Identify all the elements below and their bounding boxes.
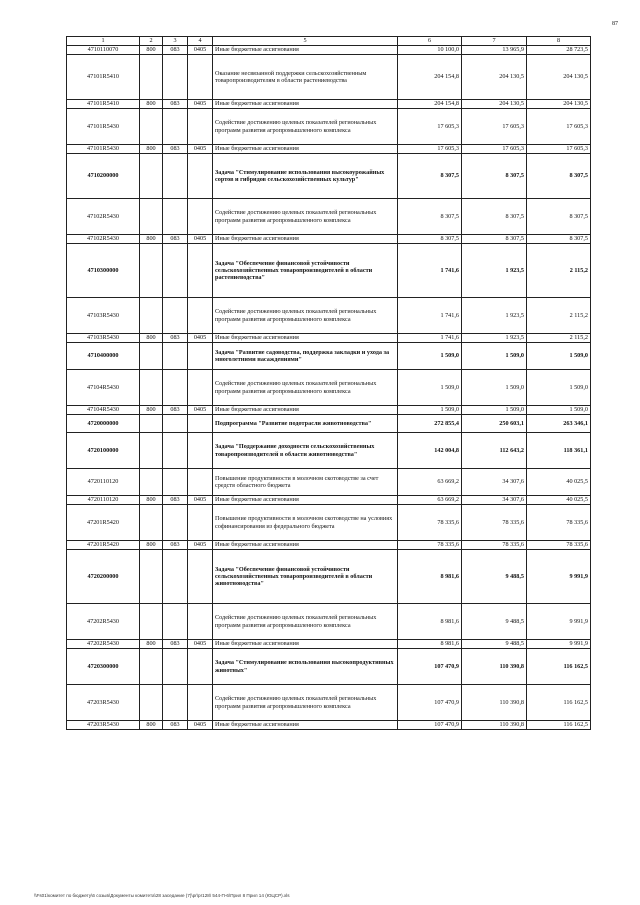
budget-code-cell: 47101R5410 [67, 100, 140, 109]
department-cell [163, 109, 188, 145]
amount-year1-cell: 63 669,2 [398, 496, 462, 505]
section-cell: 0405 [188, 235, 213, 244]
amount-year1-cell: 107 470,9 [398, 721, 462, 730]
amount-year2-cell: 1 923,5 [462, 244, 527, 298]
description-cell: Иные бюджетные ассигнования [213, 496, 398, 505]
table-row [67, 370, 591, 406]
budget-code-cell: 4720110120 [67, 469, 140, 496]
department-cell [163, 604, 188, 640]
department-cell [163, 685, 188, 721]
expense-type-cell [140, 433, 163, 469]
budget-code-cell: 47104R5430 [67, 406, 140, 415]
amount-year2-cell: 112 643,2 [462, 433, 527, 469]
department-cell: 083 [163, 541, 188, 550]
table-row [67, 100, 591, 109]
header-cell: 8 [527, 37, 591, 46]
header-cell: 7 [462, 37, 527, 46]
expense-type-cell [140, 154, 163, 199]
section-cell [188, 154, 213, 199]
header-cell: 3 [163, 37, 188, 46]
amount-year3-cell: 1 509,0 [527, 343, 591, 370]
budget-code-cell: 47102R5430 [67, 235, 140, 244]
amount-year1-cell: 8 981,6 [398, 550, 462, 604]
expense-type-cell: 800 [140, 100, 163, 109]
budget-code-cell: 47202R5430 [67, 604, 140, 640]
table-row [67, 469, 591, 496]
description-cell: Иные бюджетные ассигнования [213, 541, 398, 550]
expense-type-cell [140, 370, 163, 406]
budget-code-cell: 47101R5410 [67, 55, 140, 100]
section-cell: 0405 [188, 334, 213, 343]
amount-year3-cell: 17 605,3 [527, 145, 591, 154]
amount-year1-cell: 78 335,6 [398, 541, 462, 550]
section-cell [188, 244, 213, 298]
description-cell: Содействие достижению целевых показателей региональных программ развития агропромышленного комплекса [213, 370, 398, 406]
table-row [67, 415, 591, 433]
amount-year3-cell: 8 307,5 [527, 199, 591, 235]
department-cell: 083 [163, 406, 188, 415]
department-cell: 083 [163, 46, 188, 55]
amount-year2-cell: 8 307,5 [462, 199, 527, 235]
amount-year1-cell: 204 154,8 [398, 55, 462, 100]
section-cell: 0405 [188, 406, 213, 415]
section-cell [188, 415, 213, 433]
department-cell: 083 [163, 100, 188, 109]
table-row [67, 496, 591, 505]
department-cell [163, 550, 188, 604]
description-cell: Иные бюджетные ассигнования [213, 235, 398, 244]
amount-year2-cell: 78 335,6 [462, 541, 527, 550]
amount-year2-cell: 1 509,0 [462, 343, 527, 370]
department-cell [163, 415, 188, 433]
department-cell [163, 649, 188, 685]
amount-year1-cell: 1 509,0 [398, 370, 462, 406]
budget-code-cell: 47201R5420 [67, 505, 140, 541]
section-cell [188, 109, 213, 145]
amount-year2-cell: 13 965,9 [462, 46, 527, 55]
amount-year3-cell: 204 130,5 [527, 100, 591, 109]
expense-type-cell [140, 55, 163, 100]
amount-year1-cell: 17 605,3 [398, 145, 462, 154]
amount-year1-cell: 272 855,4 [398, 415, 462, 433]
header-cell: 1 [67, 37, 140, 46]
department-cell [163, 55, 188, 100]
amount-year1-cell: 8 307,5 [398, 235, 462, 244]
amount-year3-cell: 116 162,5 [527, 685, 591, 721]
budget-code-cell: 4710110070 [67, 46, 140, 55]
table-row [67, 199, 591, 235]
section-cell [188, 469, 213, 496]
budget-code-cell: 47102R5430 [67, 199, 140, 235]
table-row [67, 298, 591, 334]
department-cell [163, 154, 188, 199]
amount-year3-cell: 40 025,5 [527, 496, 591, 505]
budget-code-cell: 4710200000 [67, 154, 140, 199]
header-cell: 2 [140, 37, 163, 46]
department-cell: 083 [163, 496, 188, 505]
budget-code-cell: 4720300000 [67, 649, 140, 685]
expense-type-cell: 800 [140, 145, 163, 154]
expense-type-cell [140, 415, 163, 433]
amount-year2-cell: 1 923,5 [462, 334, 527, 343]
table-row [67, 55, 591, 100]
amount-year1-cell: 8 307,5 [398, 154, 462, 199]
description-cell: Содействие достижению целевых показателей региональных программ развития агропромышленного комплекса [213, 685, 398, 721]
amount-year3-cell: 40 025,5 [527, 469, 591, 496]
section-cell [188, 55, 213, 100]
description-cell: Иные бюджетные ассигнования [213, 640, 398, 649]
description-cell: Повышение продуктивности в молочном скотоводстве на условиях софинансирования из федерального бюджета [213, 505, 398, 541]
expense-type-cell [140, 649, 163, 685]
amount-year1-cell: 8 981,6 [398, 604, 462, 640]
section-cell [188, 343, 213, 370]
table-row [67, 109, 591, 145]
budget-code-cell: 47104R5430 [67, 370, 140, 406]
amount-year1-cell: 1 509,0 [398, 406, 462, 415]
table-row [67, 550, 591, 604]
table-header-row [67, 37, 591, 46]
department-cell [163, 343, 188, 370]
budget-code-cell: 4720100000 [67, 433, 140, 469]
amount-year3-cell: 9 991,9 [527, 550, 591, 604]
amount-year1-cell: 8 307,5 [398, 199, 462, 235]
description-cell: Задача "Обеспечение финансовой устойчивости сельскохозяйственных товаропроизводителей в области растениеводства" [213, 244, 398, 298]
amount-year3-cell: 78 335,6 [527, 505, 591, 541]
amount-year3-cell: 8 307,5 [527, 154, 591, 199]
table-row [67, 244, 591, 298]
amount-year3-cell: 116 162,5 [527, 721, 591, 730]
amount-year1-cell: 204 154,8 [398, 100, 462, 109]
amount-year1-cell: 10 100,0 [398, 46, 462, 55]
department-cell [163, 370, 188, 406]
amount-year1-cell: 1 741,6 [398, 244, 462, 298]
amount-year2-cell: 34 307,6 [462, 469, 527, 496]
description-cell: Оказание несвязанной поддержки сельскохозяйственным товаропроизводителям в области растениеводства [213, 55, 398, 100]
section-cell [188, 433, 213, 469]
budget-code-cell: 4710400000 [67, 343, 140, 370]
amount-year2-cell: 110 390,8 [462, 649, 527, 685]
amount-year2-cell: 9 488,5 [462, 550, 527, 604]
expense-type-cell: 800 [140, 334, 163, 343]
expense-type-cell [140, 298, 163, 334]
expense-type-cell [140, 109, 163, 145]
header-cell: 4 [188, 37, 213, 46]
expense-type-cell: 800 [140, 541, 163, 550]
section-cell: 0405 [188, 640, 213, 649]
amount-year3-cell: 2 115,2 [527, 244, 591, 298]
amount-year1-cell: 78 335,6 [398, 505, 462, 541]
amount-year3-cell: 9 991,9 [527, 604, 591, 640]
amount-year2-cell: 17 605,3 [462, 145, 527, 154]
section-cell [188, 685, 213, 721]
amount-year3-cell: 28 723,5 [527, 46, 591, 55]
expense-type-cell: 800 [140, 640, 163, 649]
amount-year1-cell: 1 741,6 [398, 298, 462, 334]
department-cell: 083 [163, 145, 188, 154]
department-cell [163, 244, 188, 298]
section-cell: 0405 [188, 721, 213, 730]
amount-year2-cell: 1 923,5 [462, 298, 527, 334]
budget-code-cell: 47203R5430 [67, 685, 140, 721]
budget-code-cell: 47201R5420 [67, 541, 140, 550]
department-cell: 083 [163, 721, 188, 730]
description-cell: Задача "Стимулирование использования высокопродуктивных животных" [213, 649, 398, 685]
amount-year3-cell: 116 162,5 [527, 649, 591, 685]
amount-year1-cell: 142 004,8 [398, 433, 462, 469]
section-cell: 0405 [188, 46, 213, 55]
amount-year1-cell: 63 669,2 [398, 469, 462, 496]
amount-year3-cell: 1 509,0 [527, 370, 591, 406]
expense-type-cell [140, 604, 163, 640]
header-cell: 6 [398, 37, 462, 46]
amount-year3-cell: 8 307,5 [527, 235, 591, 244]
amount-year2-cell: 78 335,6 [462, 505, 527, 541]
section-cell: 0405 [188, 100, 213, 109]
section-cell: 0405 [188, 496, 213, 505]
amount-year2-cell: 1 509,0 [462, 406, 527, 415]
amount-year3-cell: 78 335,6 [527, 541, 591, 550]
section-cell: 0405 [188, 541, 213, 550]
table-row [67, 343, 591, 370]
description-cell: Подпрограмма "Развитие подотрасли животноводства" [213, 415, 398, 433]
budget-code-cell: 47103R5430 [67, 298, 140, 334]
section-cell: 0405 [188, 145, 213, 154]
expense-type-cell: 800 [140, 721, 163, 730]
department-cell: 083 [163, 334, 188, 343]
expense-type-cell [140, 469, 163, 496]
department-cell [163, 469, 188, 496]
table-row [67, 505, 591, 541]
amount-year3-cell: 1 509,0 [527, 406, 591, 415]
section-cell [188, 370, 213, 406]
expense-type-cell: 800 [140, 406, 163, 415]
budget-code-cell: 47103R5430 [67, 334, 140, 343]
amount-year2-cell: 17 605,3 [462, 109, 527, 145]
amount-year2-cell: 8 307,5 [462, 154, 527, 199]
budget-code-cell: 47101R5430 [67, 145, 140, 154]
amount-year2-cell: 9 488,5 [462, 640, 527, 649]
amount-year3-cell: 263 346,1 [527, 415, 591, 433]
amount-year3-cell: 17 605,3 [527, 109, 591, 145]
description-cell: Иные бюджетные ассигнования [213, 721, 398, 730]
table-row [67, 649, 591, 685]
amount-year2-cell: 1 509,0 [462, 370, 527, 406]
amount-year3-cell: 204 130,5 [527, 55, 591, 100]
description-cell: Содействие достижению целевых показателей региональных программ развития агропромышленного комплекса [213, 604, 398, 640]
amount-year1-cell: 107 470,9 [398, 649, 462, 685]
amount-year2-cell: 110 390,8 [462, 721, 527, 730]
description-cell: Задача "Обеспечение финансовой устойчивости сельскохозяйственных товаропроизводителей в области животноводства" [213, 550, 398, 604]
amount-year1-cell: 1 509,0 [398, 343, 462, 370]
table-row [67, 541, 591, 550]
table-row [67, 145, 591, 154]
department-cell [163, 505, 188, 541]
table-row [67, 46, 591, 55]
description-cell: Содействие достижению целевых показателей региональных программ развития агропромышленного комплекса [213, 109, 398, 145]
description-cell: Повышение продуктивности в молочном скотоводстве за счет средств областного бюджета [213, 469, 398, 496]
table-row [67, 334, 591, 343]
table-row [67, 235, 591, 244]
amount-year3-cell: 2 115,2 [527, 298, 591, 334]
description-cell: Задача "Развитие садоводства, поддержка закладки и ухода за многолетними насаждениями" [213, 343, 398, 370]
department-cell [163, 199, 188, 235]
expense-type-cell [140, 685, 163, 721]
header-cell: 5 [213, 37, 398, 46]
amount-year2-cell: 9 488,5 [462, 604, 527, 640]
amount-year3-cell: 118 361,1 [527, 433, 591, 469]
description-cell: Задача "Стимулирование использования высокоурожайных сортов и гибридов сельскохозяйственных культур" [213, 154, 398, 199]
section-cell [188, 649, 213, 685]
expense-type-cell [140, 199, 163, 235]
expense-type-cell: 800 [140, 496, 163, 505]
expense-type-cell [140, 505, 163, 541]
expense-type-cell [140, 550, 163, 604]
table-row [67, 685, 591, 721]
amount-year1-cell: 8 981,6 [398, 640, 462, 649]
amount-year2-cell: 204 130,5 [462, 100, 527, 109]
budget-code-cell: 4720200000 [67, 550, 140, 604]
budget-code-cell: 4720000000 [67, 415, 140, 433]
amount-year2-cell: 204 130,5 [462, 55, 527, 100]
expense-type-cell [140, 244, 163, 298]
expense-type-cell: 800 [140, 235, 163, 244]
amount-year1-cell: 17 605,3 [398, 109, 462, 145]
description-cell: Иные бюджетные ассигнования [213, 145, 398, 154]
amount-year3-cell: 9 991,9 [527, 640, 591, 649]
amount-year2-cell: 110 390,8 [462, 685, 527, 721]
amount-year3-cell: 2 115,2 [527, 334, 591, 343]
amount-year1-cell: 1 741,6 [398, 334, 462, 343]
table-row [67, 604, 591, 640]
description-cell: Задача "Поддержание доходности сельскохозяйственных товаропроизводителей в области животноводства" [213, 433, 398, 469]
amount-year2-cell: 250 603,1 [462, 415, 527, 433]
table-row [67, 640, 591, 649]
department-cell [163, 433, 188, 469]
department-cell [163, 298, 188, 334]
section-cell [188, 550, 213, 604]
description-cell: Содействие достижению целевых показателей региональных программ развития агропромышленного комплекса [213, 298, 398, 334]
budget-code-cell: 4710300000 [67, 244, 140, 298]
budget-table [66, 36, 591, 730]
expense-type-cell [140, 343, 163, 370]
file-path-footer: \\Fs01\комитет по бюджету\6 созыв\Документы комитета\28 заседание (7)\pr\pr128\ 544-П-6\Прил 8 Прил 14 (ЮЦСР).xls [34, 893, 290, 898]
table-row [67, 154, 591, 199]
description-cell: Иные бюджетные ассигнования [213, 100, 398, 109]
description-cell: Содействие достижению целевых показателей региональных программ развития агропромышленного комплекса [213, 199, 398, 235]
description-cell: Иные бюджетные ассигнования [213, 46, 398, 55]
budget-code-cell: 4720110120 [67, 496, 140, 505]
amount-year2-cell: 34 307,6 [462, 496, 527, 505]
department-cell: 083 [163, 640, 188, 649]
amount-year2-cell: 8 307,5 [462, 235, 527, 244]
table-row [67, 433, 591, 469]
section-cell [188, 505, 213, 541]
department-cell: 083 [163, 235, 188, 244]
budget-code-cell: 47101R5430 [67, 109, 140, 145]
table-row [67, 406, 591, 415]
section-cell [188, 604, 213, 640]
budget-code-cell: 47203R5430 [67, 721, 140, 730]
page-number: 87 [612, 21, 618, 27]
budget-code-cell: 47202R5430 [67, 640, 140, 649]
expense-type-cell: 800 [140, 46, 163, 55]
table-row [67, 721, 591, 730]
section-cell [188, 199, 213, 235]
description-cell: Иные бюджетные ассигнования [213, 334, 398, 343]
section-cell [188, 298, 213, 334]
description-cell: Иные бюджетные ассигнования [213, 406, 398, 415]
amount-year1-cell: 107 470,9 [398, 685, 462, 721]
